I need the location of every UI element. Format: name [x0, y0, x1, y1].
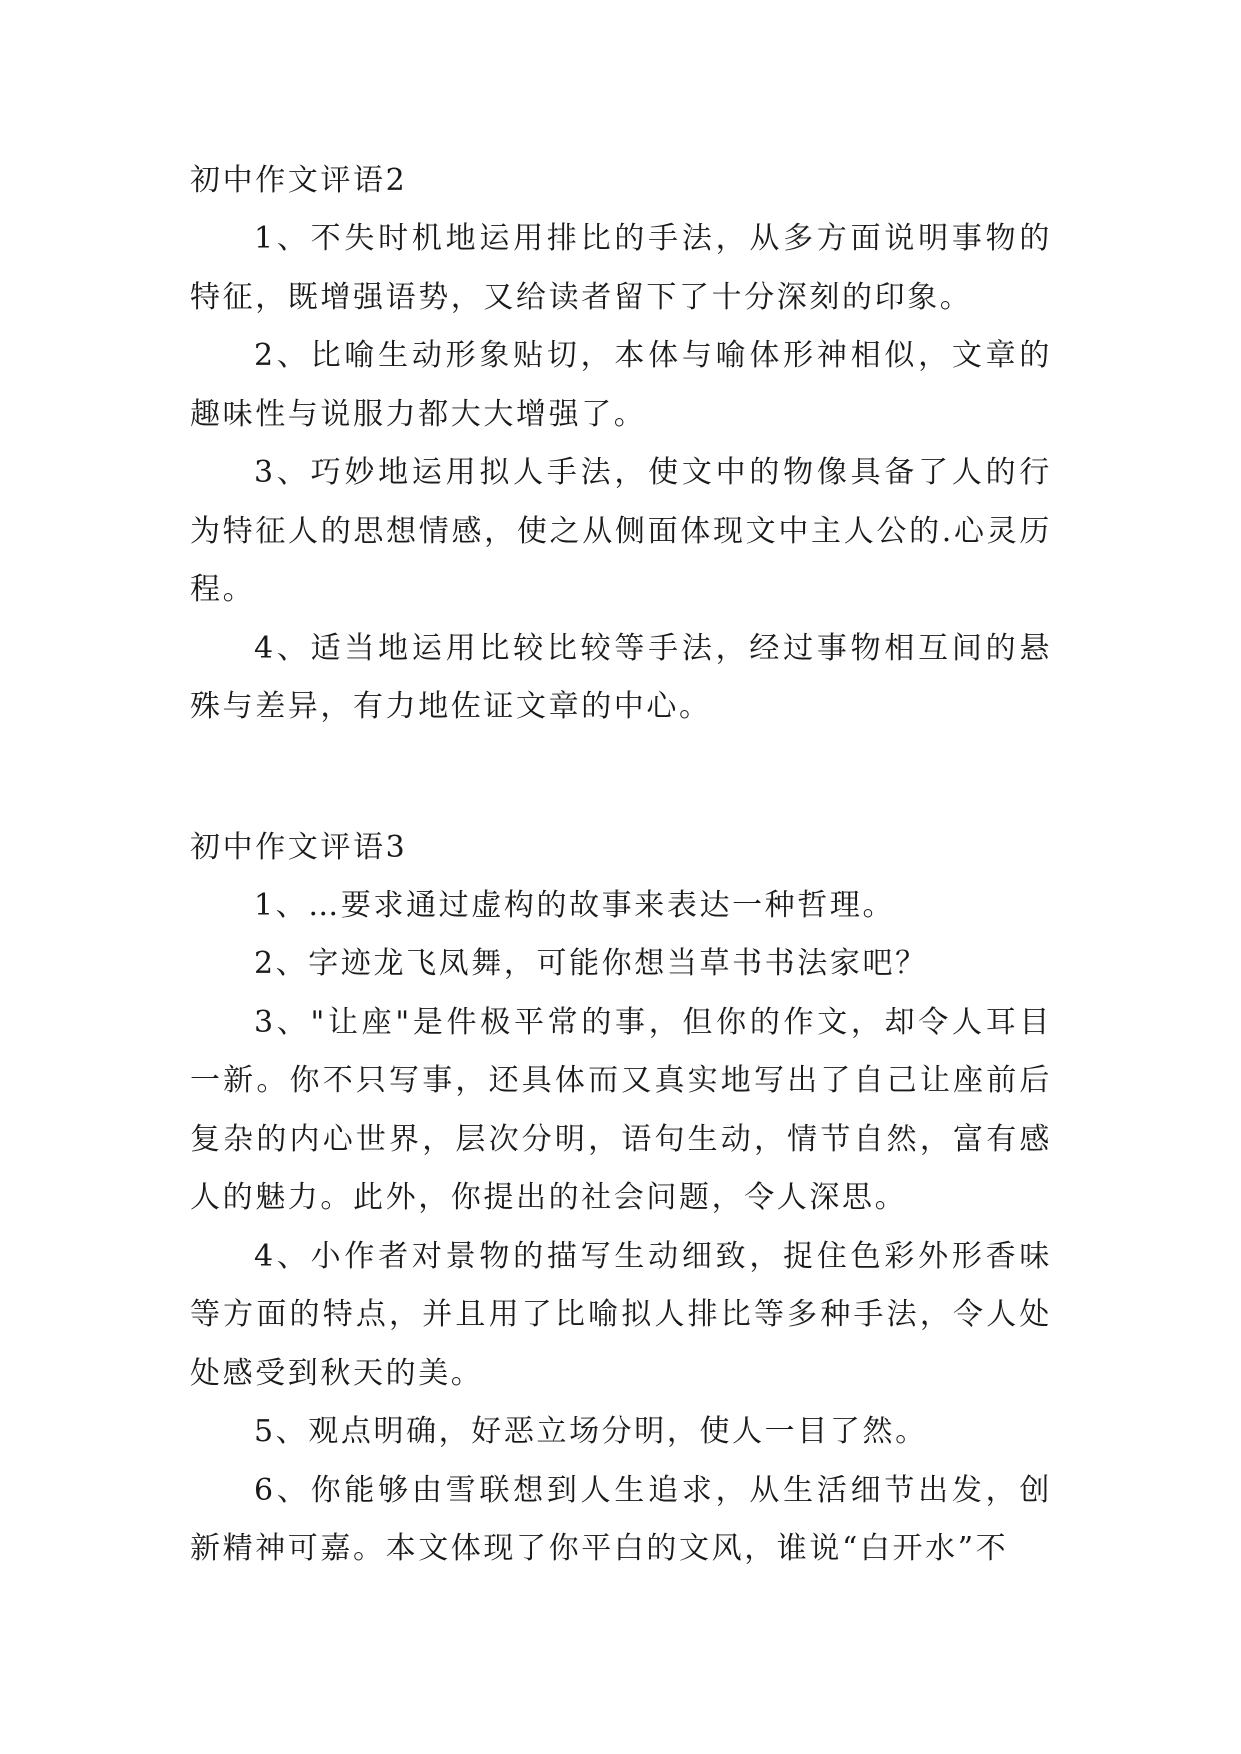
section-title-2: 初中作文评语2 — [190, 163, 408, 198]
section-spacer — [190, 737, 1052, 819]
comment-item: 3、"让座"是件极平常的事，但你的作文，却令人耳目一新。你不只写事，还具体而又真实地写出了自己让座前后复杂的内心世界，层次分明，语句生动，情节自然，富有感人的魅力。此外，你提出的社会问题，令人深思。 — [190, 1004, 1052, 1215]
comment-item: 1、不失时机地运用排比的手法，从多方面说明事物的特征，既增强语势，又给读者留下了十分深刻的印象。 — [190, 221, 1052, 315]
comment-item: 5、观点明确，好恶立场分明，使人一目了然。 — [254, 1414, 928, 1449]
comment-item: 2、字迹龙飞凤舞，可能你想当草书书法家吧？ — [254, 946, 928, 981]
document-body — [190, 152, 1052, 1579]
comment-item: 4、小作者对景物的描写生动细致，捉住色彩外形香味等方面的特点，并且用了比喻拟人排比等多种手法，令人处处感受到秋天的美。 — [190, 1238, 1052, 1391]
comment-item: 6、你能够由雪联想到人生追求，从生活细节出发，创新精神可嘉。本文体现了你平白的文风，谁说“白开水”不 — [190, 1472, 1052, 1566]
section-title-3: 初中作文评语3 — [190, 829, 408, 865]
comment-item: 4、适当地运用比较比较等手法，经过事物相互间的悬殊与差异，有力地佐证文章的中心。 — [190, 630, 1052, 724]
comment-item: 2、比喻生动形象贴切，本体与喻体形神相似，文章的趣味性与说服力都大大增强了。 — [190, 338, 1052, 432]
comment-item: 3、巧妙地运用拟人手法，使文中的物像具备了人的行为特征人的思想情感，使之从侧面体现文中主人公的.心灵历程。 — [190, 455, 1052, 607]
comment-item: 1、…要求通过虚构的故事来表达一种哲理。 — [254, 887, 896, 923]
